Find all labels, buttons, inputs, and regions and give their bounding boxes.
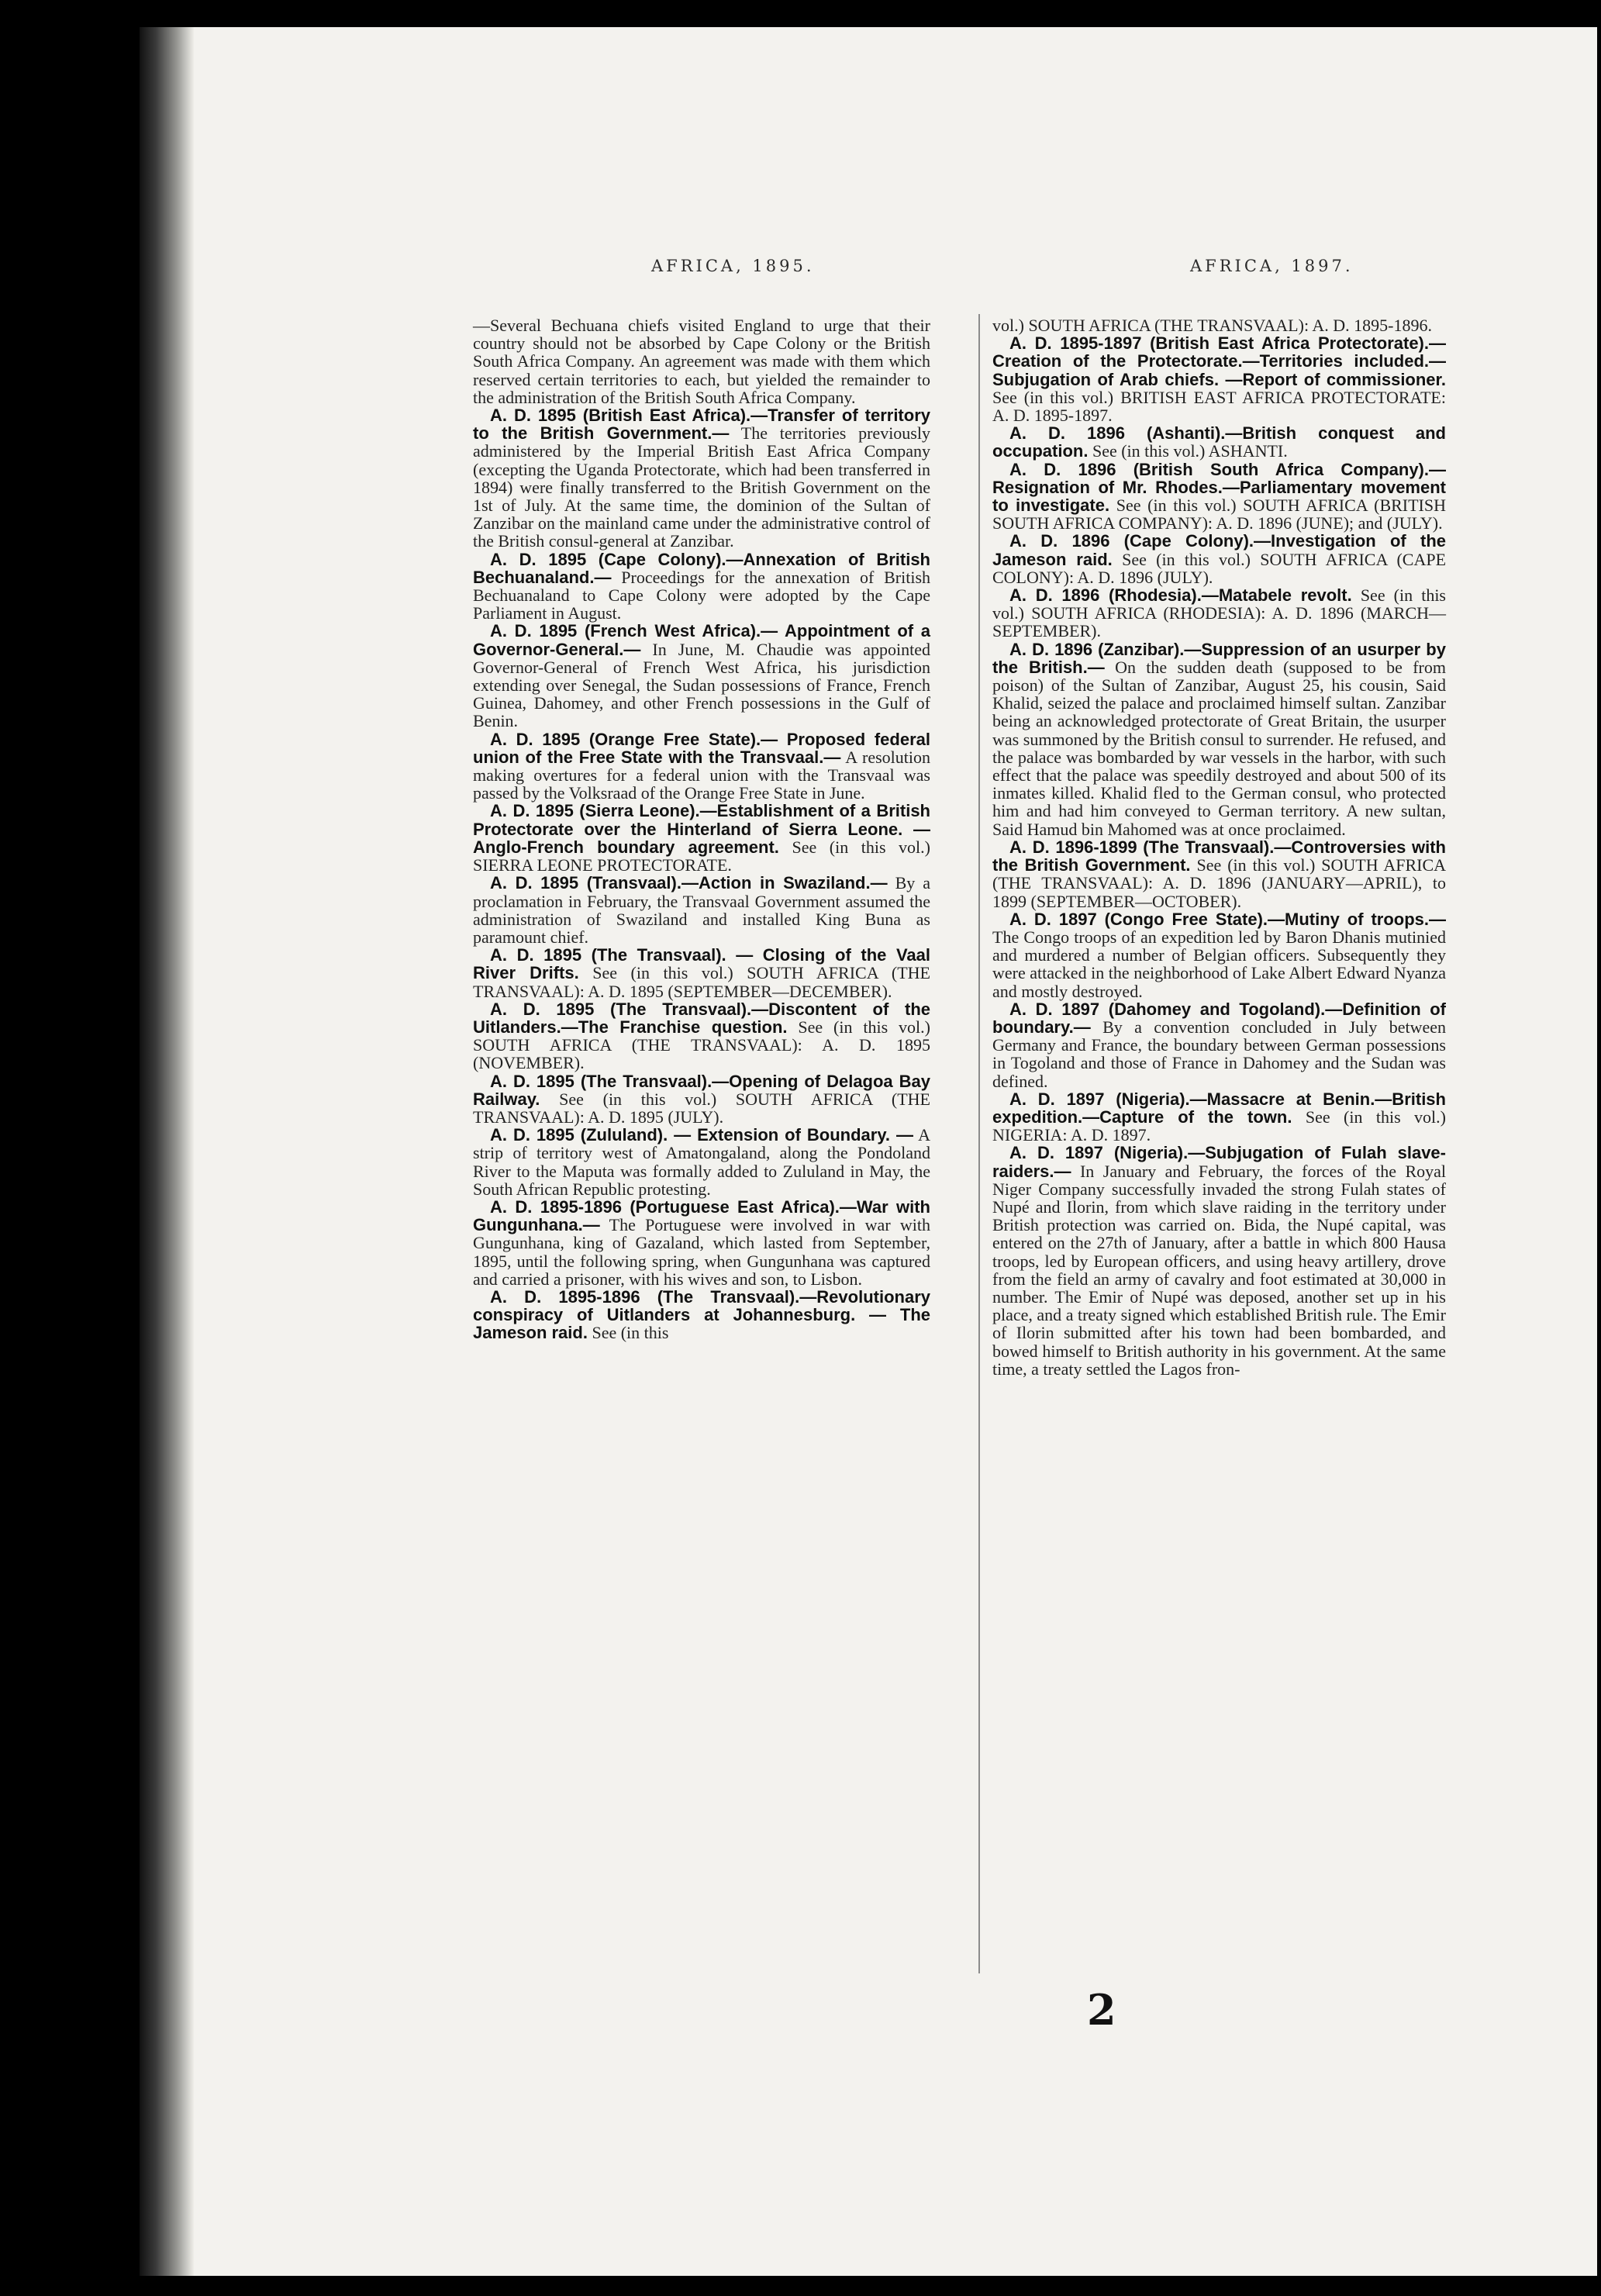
- article-paragraph: [473, 1000, 930, 1072]
- entry-heading: A. D. 1895-1896 (Portuguese East Africa).—War with Gungunhana.—: [473, 1196, 930, 1235]
- article-paragraph: [992, 461, 1446, 533]
- entry-heading: A. D. 1895-1897 (British East Africa Protectorate).—Creation of the Protectorate.—Territories included.—Subjugation of Arab chiefs. —Report of commissioner.: [992, 333, 1446, 389]
- entry-text: The Portuguese were involved in war with Gungunhana, king of Gazaland, which lasted from September, 1895, until the following spring, when Gungunhana was captured and carried a prisoner, with his wives and son, to Lisbon.: [473, 1215, 931, 1289]
- article-paragraph: [992, 1144, 1446, 1378]
- entry-heading: A. D. 1897 (Nigeria).—Massacre at Benin.—British expedition.—Capture of the town.: [992, 1089, 1446, 1127]
- entry-text: See (in this vol.) SOUTH AFRICA (CAPE COLONY): A. D. 1896 (JULY).: [992, 549, 1447, 587]
- article-paragraph: [473, 874, 930, 946]
- entry-heading: A. D. 1897 (Congo Free State).—Mutiny of troops.—: [1009, 909, 1446, 929]
- article-paragraph: [473, 730, 930, 803]
- entry-text: See (in this vol.) ASHANTI.: [1092, 441, 1288, 461]
- entry-heading: A. D. 1895 (Cape Colony).—Annexation of British Bechuanaland.—: [473, 549, 930, 587]
- article-paragraph: [992, 1000, 1446, 1090]
- entry-text: See (in this vol.) SOUTH AFRICA (RHODESIA): A. D. 1896 (MARCH—SEPTEMBER).: [992, 585, 1446, 641]
- entry-heading: A. D. 1895-1896 (The Transvaal).—Revolutionary conspiracy of Uitlanders at Johannesburg. — The Jameson raid.: [473, 1286, 930, 1343]
- entry-heading: A. D. 1895 (The Transvaal).—Opening of Delagoa Bay Railway.: [473, 1071, 930, 1109]
- article-paragraph: [992, 586, 1446, 640]
- entry-heading: A. D. 1895 (Zululand). — Extension of Boundary. —: [490, 1125, 913, 1145]
- entry-heading: A. D. 1895 (Transvaal).—Action in Swaziland.—: [490, 873, 888, 893]
- entry-heading: A. D. 1896 (Cape Colony).—Investigation of the Jameson raid.: [992, 531, 1446, 569]
- article-paragraph: [473, 1072, 930, 1127]
- entry-text: In June, M. Chaudie was appointed Governor-General of French West Africa, his jurisdiction extending over Senegal, the Sudan possessions of France, French Guinea, Dahomey, and other French possessions in the Gulf of Benin.: [473, 639, 931, 731]
- entry-text: See (in this vol.) SOUTH AFRICA (THE TRANSVAAL): A. D. 1896 (JANUARY—APRIL), to 1899 (SEPTEMBER—OCTOBER).: [992, 855, 1447, 911]
- entry-text: The Congo troops of an expedition led by Baron Dhanis mutinied and murdered a number of Belgian officers. Subsequently they were attacked in the neighborhood of Lake Albert Edward Nyanza and mostly destroyed.: [992, 927, 1446, 1001]
- article-paragraph: [473, 946, 930, 1000]
- entry-text: See (in this vol.) SOUTH AFRICA (BRITISH SOUTH AFRICA COMPANY): A. D. 1896 (JUNE); and (JULY).: [992, 495, 1447, 533]
- entry-text: —Several Bechuana chiefs visited England to urge that their country should not be absorbed by Cape Colony or the British South Africa Company. An agreement was made with them which reserved certain territories to each, but yielded the remainder to the administration of the British South Africa Company.: [473, 316, 930, 407]
- entry-text: A resolution making overtures for a federal union with the Transvaal was passed by the Volksraad of the Orange Free State in June.: [473, 747, 930, 803]
- entry-text: See (in this vol.) SIERRA LEONE PROTECTORATE.: [473, 837, 930, 875]
- article-paragraph: [473, 316, 930, 406]
- entry-heading: A. D. 1896 (British South Africa Company).—Resignation of Mr. Rhodes.—Parliamentary movement to investigate.: [992, 459, 1446, 516]
- entry-heading: A. D. 1895 (The Transvaal). — Closing of the Vaal River Drifts.: [473, 945, 930, 983]
- entry-text: By a proclamation in February, the Transvaal Government assumed the administration of Swaziland and installed King Buna as paramount chief.: [473, 873, 931, 947]
- entry-heading: A. D. 1897 (Dahomey and Togoland).—Definition of boundary.—: [992, 999, 1446, 1037]
- running-head-left: AFRICA, 1895.: [651, 257, 815, 275]
- entry-heading: A. D. 1895 (British East Africa).—Transfer of territory to the British Government.—: [473, 406, 930, 444]
- entry-text: The territories previously administered by the Imperial British East Africa Company (excepting the Uganda Protectorate, which had been transferred in 1894) were finally transferred to the British Government on the 1st of July. At the same time, the dominion of the Sultan of Zanzibar on the mainland came under the administrative control of the British consul-general at Zanzibar.: [473, 423, 930, 551]
- article-paragraph: [992, 532, 1446, 586]
- entry-text: In January and February, the forces of the Royal Niger Company successfully invaded the strong Fulah states of Nupé and Ilorin, from which slave raiding in the territory under British protection was carried on. Bida, the Nupé capital, was entered on the 27th of January, after a battle in which 800 Hausa troops, led by European officers, and using heavy artillery, drove from the field an army of cavalry and foot estimated at 30,000 in number. The Emir of Nupé was deposed, another set up in his place, and a treaty signed which established British rule. The Emir of Ilorin submitted after his town had been bombarded, and bowed himself to British authority in his government. At the same time, a treaty settled the Lagos fron-: [992, 1161, 1447, 1379]
- article-paragraph: [473, 802, 930, 874]
- entry-heading: A. D. 1896-1899 (The Transvaal).—Controversies with the British Government.: [992, 837, 1446, 875]
- article-paragraph: [473, 1126, 930, 1198]
- entry-heading: A. D. 1895 (Orange Free State).— Proposed federal union of the Free State with the Transvaal.—: [473, 729, 930, 767]
- article-paragraph: [992, 424, 1446, 460]
- entry-text: See (in this vol.) BRITISH EAST AFRICA PROTECTORATE: A. D. 1895-1897.: [992, 387, 1446, 426]
- entry-text: On the sudden death (supposed to be from poison) of the Sultan of Zanzibar, August 25, his cousin, Said Khalid, seized the palace and proclaimed himself sultan. Zanzibar being an acknowledged protectorate of Great Britain, the usurper was summoned by the British consul to surrender. He refused, and the palace was bombarded by war vessels in the harbor, with such effect that the palace was speedily destroyed and about 500 of its inmates killed. Khalid fled to the German consul, who protected him and had him conveyed to German territory. A new sultan, Said Hamud bin Mahomed was at once proclaimed.: [992, 657, 1446, 839]
- article-paragraph: [992, 910, 1446, 1000]
- article-paragraph: [473, 1198, 930, 1288]
- right-column: [992, 316, 1446, 1378]
- entry-heading: A. D. 1896 (Rhodesia).—Matabele revolt.: [1009, 585, 1352, 606]
- article-paragraph: [992, 334, 1446, 424]
- scanned-page: [140, 27, 1597, 2276]
- running-head-right: AFRICA, 1897.: [1190, 257, 1354, 275]
- column-divider: [978, 314, 980, 1973]
- article-paragraph: [473, 1288, 930, 1342]
- entry-text: See (in this vol.) NIGERIA: A. D. 1897.: [992, 1107, 1446, 1145]
- article-paragraph: [992, 1090, 1446, 1145]
- article-paragraph: [992, 640, 1446, 838]
- entry-text: By a convention concluded in July between Germany and France, the boundary between German possessions in Togoland and those of France in Dahomey and the Sudan was defined.: [992, 1017, 1446, 1091]
- entry-heading: A. D. 1896 (Zanzibar).—Suppression of an usurper by the British.—: [992, 639, 1446, 677]
- article-paragraph: [473, 622, 930, 730]
- entry-heading: A. D. 1895 (Sierra Leone).—Establishment of a British Protectorate over the Hinterland of Sierra Leone. — Anglo-French boundary agreement.: [473, 801, 930, 857]
- entry-heading: A. D. 1895 (The Transvaal).—Discontent of the Uitlanders.—The Franchise question.: [473, 999, 930, 1037]
- entry-text: See (in this vol.) SOUTH AFRICA (THE TRANSVAAL): A. D. 1895 (SEPTEMBER—DECEMBER).: [473, 963, 930, 1001]
- entry-heading: A. D. 1897 (Nigeria).—Subjugation of Fulah slave-raiders.—: [992, 1143, 1446, 1181]
- entry-text: See (in this vol.) SOUTH AFRICA (THE TRANSVAAL): A. D. 1895 (JULY).: [473, 1089, 930, 1127]
- entry-text: vol.) SOUTH AFRICA (THE TRANSVAAL): A. D. 1895-1896.: [992, 316, 1432, 335]
- entry-text: See (in this vol.) SOUTH AFRICA (THE TRANSVAAL): A. D. 1895 (NOVEMBER).: [473, 1017, 930, 1073]
- entry-heading: A. D. 1896 (Ashanti).—British conquest and occupation.: [992, 423, 1446, 461]
- article-paragraph: [473, 551, 930, 623]
- entry-text: Proceedings for the annexation of British Bechuanaland to Cape Colony were adopted by the Cape Parliament in August.: [473, 567, 931, 623]
- entry-heading: A. D. 1895 (French West Africa).— Appointment of a Governor-General.—: [473, 621, 930, 659]
- entry-text: See (in this: [592, 1323, 669, 1343]
- article-paragraph: [992, 838, 1446, 910]
- article-paragraph: [473, 406, 930, 551]
- book-gutter-shadow: [140, 27, 194, 2276]
- article-paragraph: [992, 316, 1446, 334]
- entry-text: A strip of territory west of Amatongaland, along the Pondoland River to the Maputa was formally added to Zululand in May, the South African Republic protesting.: [473, 1125, 930, 1199]
- left-column: [473, 316, 930, 1342]
- page-number: 2: [1087, 1985, 1116, 2035]
